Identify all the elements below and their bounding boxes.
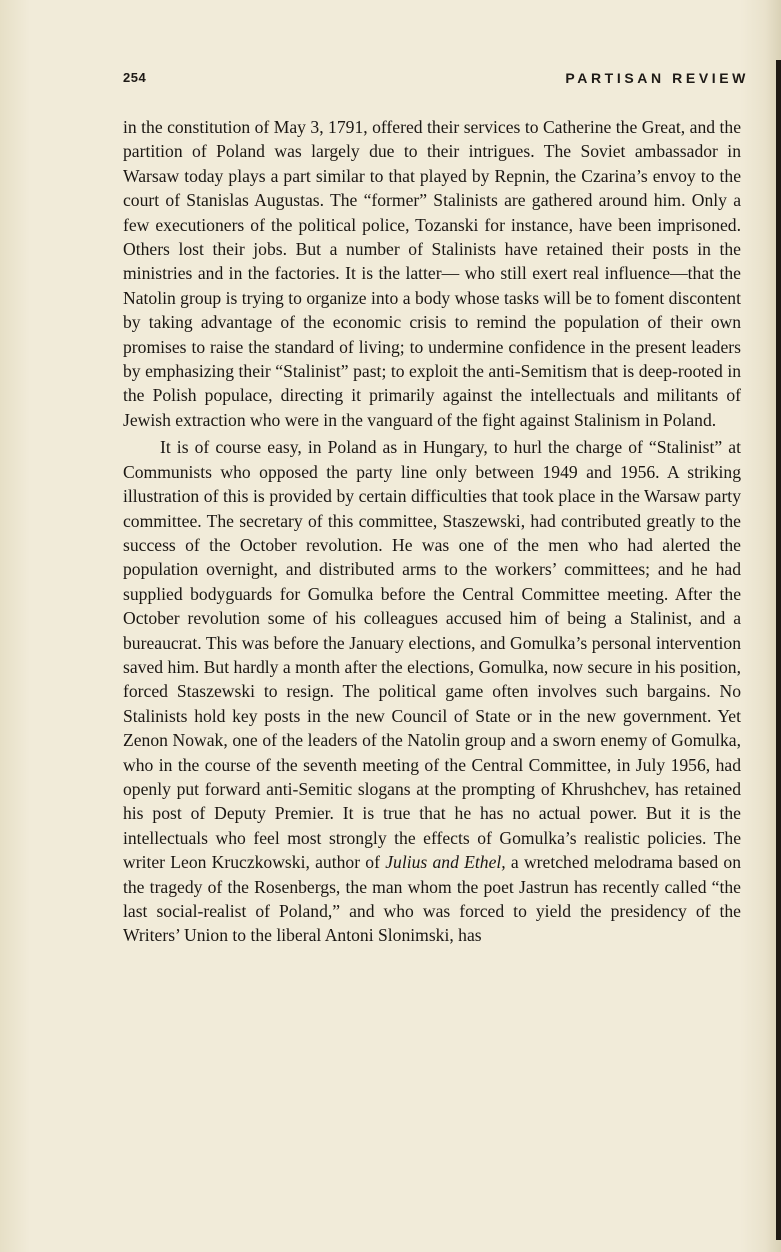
book-title-italic: Julius and Ethel, bbox=[385, 852, 506, 873]
article-body bbox=[123, 115, 741, 948]
page-edge-shadow bbox=[776, 60, 781, 1240]
paragraph-2 bbox=[123, 435, 741, 948]
paragraph-2-text: It is of course easy, in Poland as in Hungary, to hurl the charge of “Stalinist” at Communists who opposed the party line only between 1949 and 1956. A striking illustration of this is provided by certain difficulties that took place in the Warsaw party committee. The secretary of this committee, Staszewski, had contributed greatly to the success of the October revolution. He was one of the men who had alerted the population overnight, and distributed arms to the workers’ committees; and he had supplied bodyguards for Gomulka before the Central Committee meeting. After the October revolution some of his colleagues accused him of being a Stalinist, and a bureaucrat. This was before the January elections, and Gomulka’s personal intervention saved him. But hardly a month after the elections, Gomulka, now secure in his position, forced Staszewski to resign. The political game often involves such bargains. No Stalinists hold key posts in the new Council of State or in the new government. Yet Zenon Nowak, one of the leaders of the Natolin group and a sworn enemy of Gomulka, who in the course of the seventh meeting of the Central Committee, in July 1956, had openly put forward anti-Semitic slogans at the prompting of Khrushchev, has retained his post of Deputy Premier. It is true that he has no actual power. But it is the intellectuals who feel most strongly the effects of Gomulka’s realistic policies. The writer Leon Kruczkowski, author of bbox=[123, 437, 741, 873]
paragraph-1: in the constitution of May 3, 1791, offered their services to Catherine the Great, and the partition of Poland was largely due to their intrigues. The Soviet ambassador in Warsaw today plays a part similar to that played by Repnin, the Czarina’s envoy to the court of Stanislas Augustas. The “former” Stalinists are gathered around him. Only a few executioners of the political police, Tozanski for instance, have been imprisoned. Others lost their jobs. But a number of Stalinists have retained their posts in the ministries and in the factories. It is the latter— who still exert real influence—that the Natolin group is trying to organize into a body whose tasks will be to foment discontent by taking advantage of the economic crisis to remind the population of their own promises to raise the standard of living; to undermine confidence in the present leaders by emphasizing their “Stalinist” past; to exploit the anti-Semitism that is deep-rooted in the Polish populace, directing it primarily against the intellectuals and militants of Jewish extraction who were in the vanguard of the fight against Stalinism in Poland. bbox=[123, 117, 741, 430]
paragraph-2-tail: a wretched melodrama based on the tragedy of the Rosenbergs, the man whom the poet Jastrun has recently called “the last social-realist of Poland,” and who was forced to yield the presidency of the Writers’ Union to the liberal Antoni Slonimski, has bbox=[123, 852, 741, 946]
page-number: 254 bbox=[123, 70, 147, 85]
page-header bbox=[123, 70, 749, 94]
running-head: PARTISAN REVIEW bbox=[565, 70, 749, 86]
